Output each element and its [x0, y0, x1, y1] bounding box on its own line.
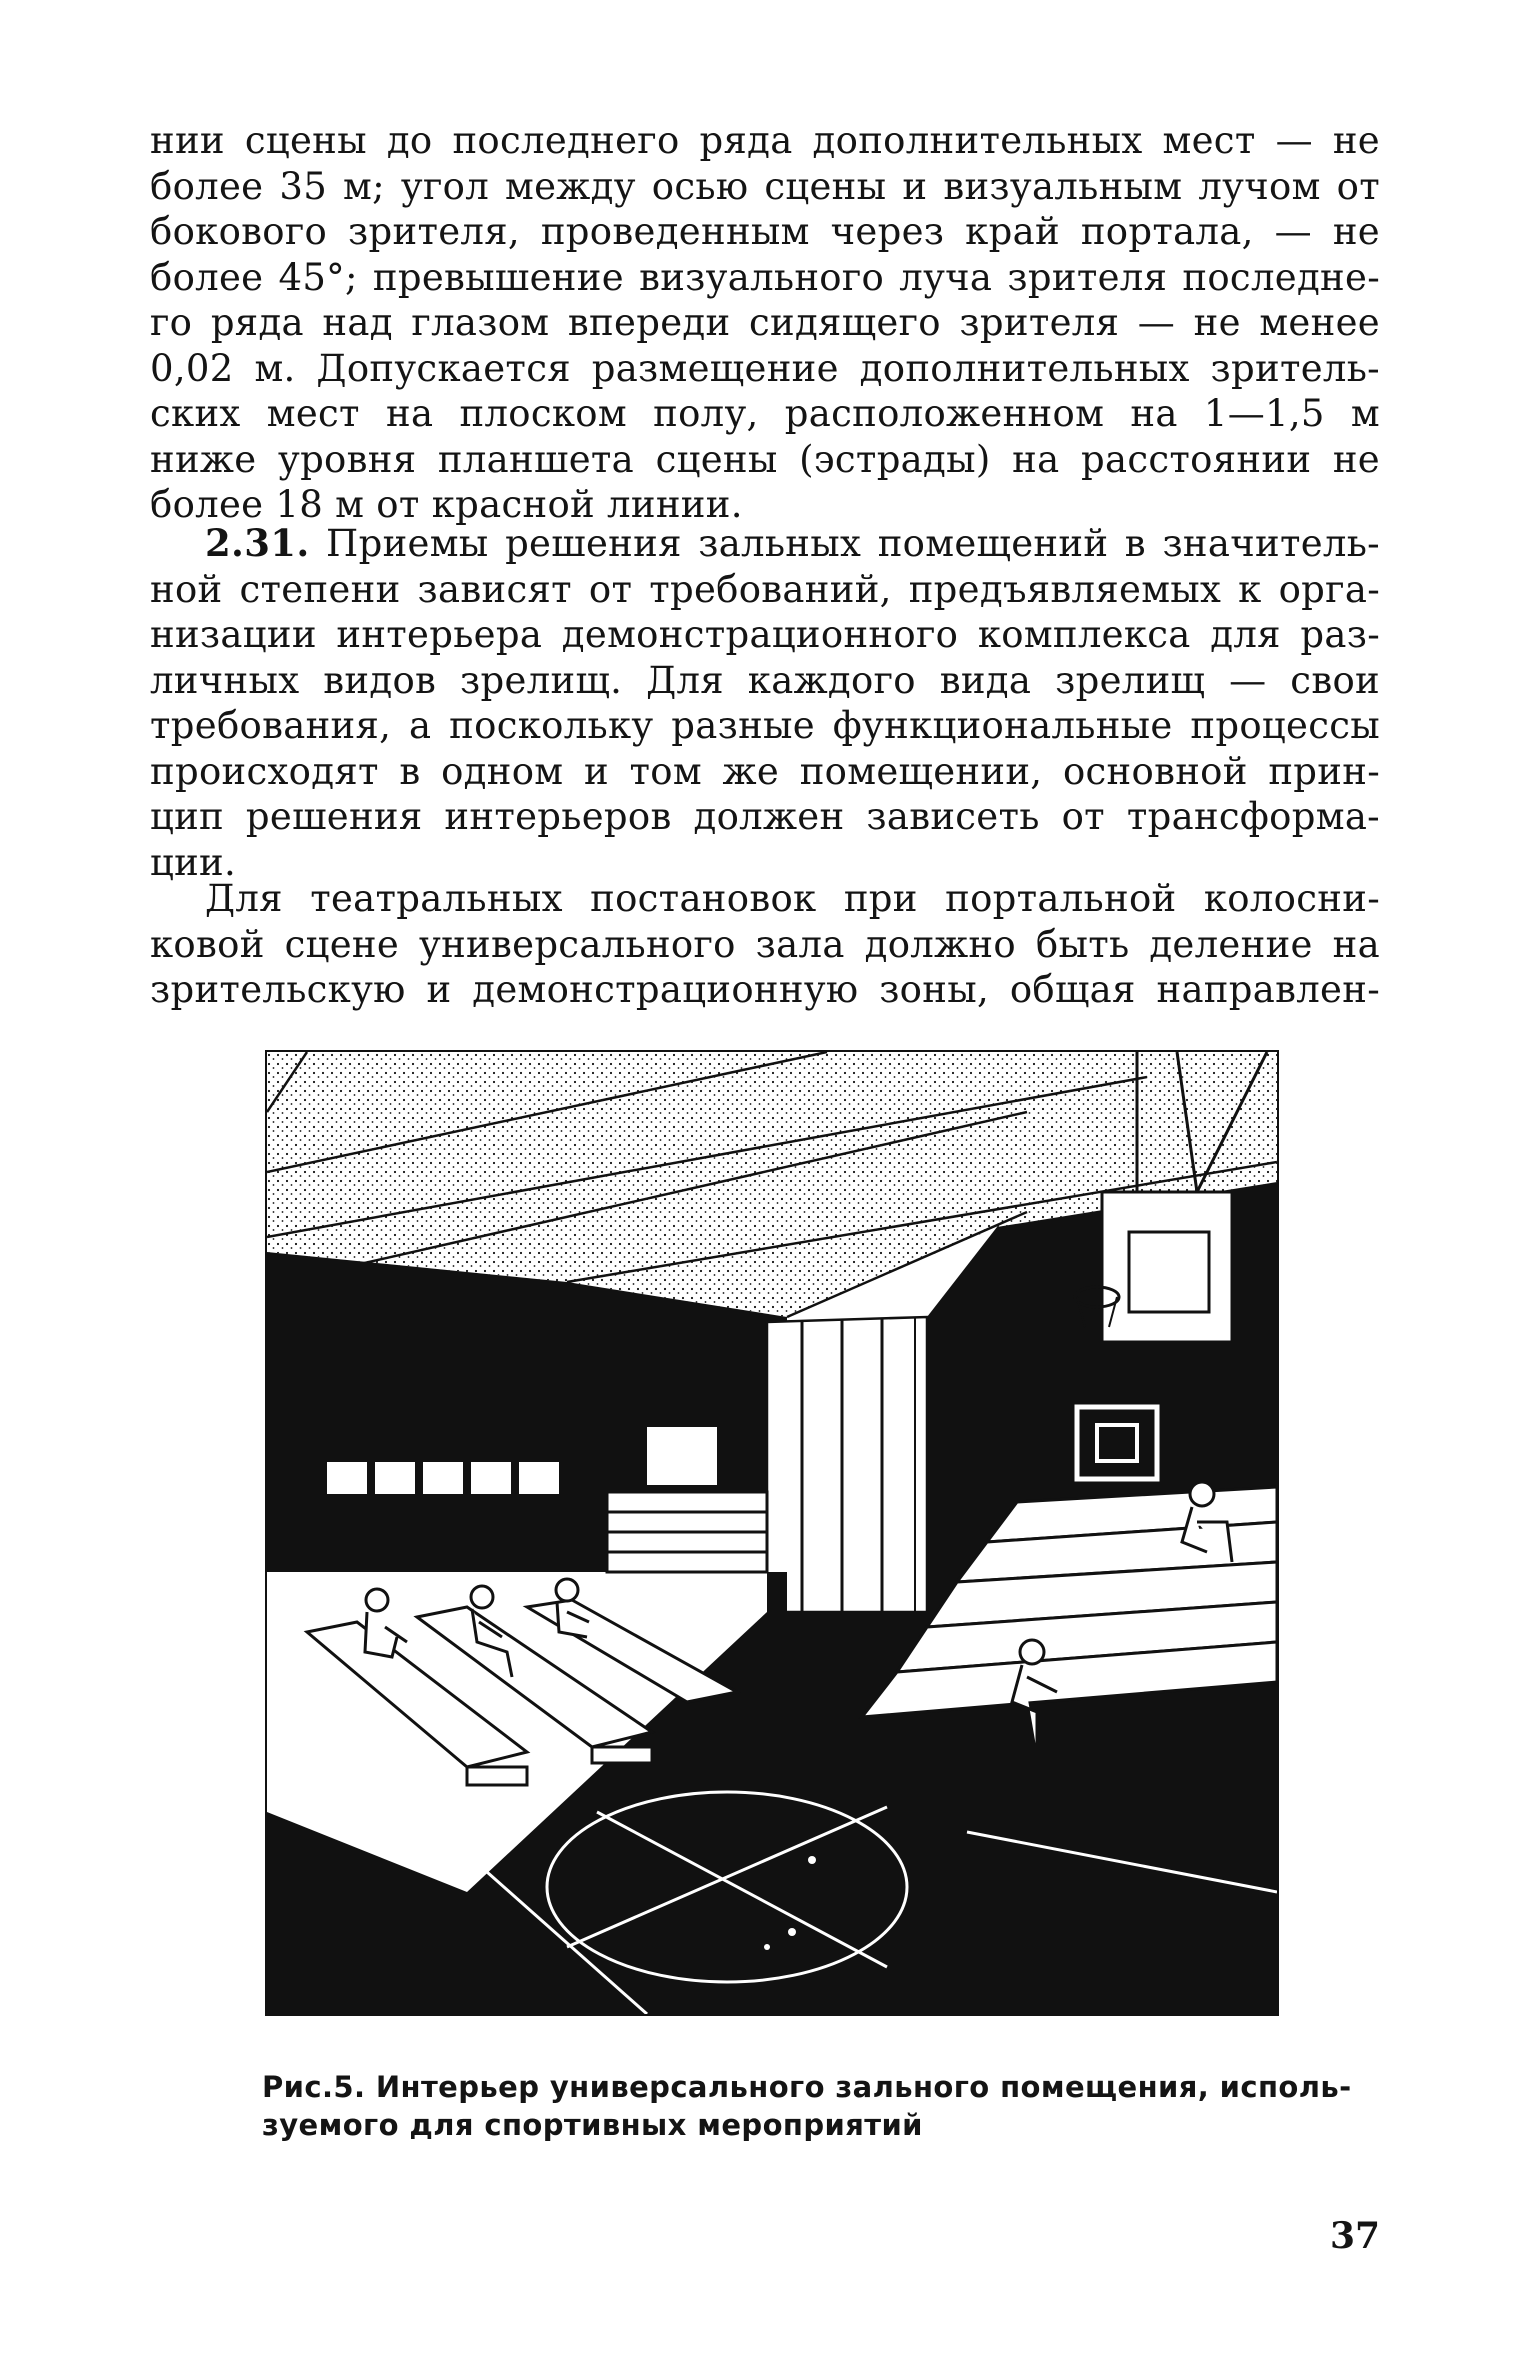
section-first-line: Приемы решения зальных помещений в значитель-: [326, 522, 1380, 565]
text-line: требования, а поскольку разные функциональные процессы: [150, 704, 1380, 747]
paragraph-theatre: [150, 876, 1380, 1013]
text-line: происходят в одном и том же помещении, основной прин-: [150, 749, 1380, 793]
text-line: ских мест на плоском полу, расположенном на 1—1,5 м: [150, 392, 1380, 435]
text-line: ной степени зависят от требований, предъявляемых к орга-: [150, 567, 1380, 611]
text-line: 0,02 м. Допускается размещение дополнительных зритель-: [150, 346, 1380, 390]
caption-line: Рис.5. Интерьер универсального зального помещения, исполь-: [262, 2070, 1352, 2104]
paragraph-2-31: [150, 521, 1380, 885]
section-number: 2.31.: [205, 521, 310, 565]
text-line: низации интерьера демонстрационного комплекса для раз-: [150, 613, 1380, 656]
text-line: ковой сцене универсального зала должно быть деление на: [150, 922, 1380, 966]
gym-illustration: [267, 1052, 1277, 2014]
text-line: Для театральных постановок при портальной колосни-: [205, 877, 1380, 920]
text-line: более 35 м; угол между осью сцены и визуальным лучом от: [150, 164, 1380, 208]
text-line: зрительскую и демонстрационную зоны, общая направлен-: [150, 968, 1380, 1011]
figure-caption: [262, 2068, 1352, 2144]
caption-line: зуемого для спортивных мероприятий: [262, 2108, 923, 2142]
text-line: ниже уровня планшета сцены (эстрады) на расстоянии не: [150, 437, 1380, 481]
folding-partition: [767, 1317, 927, 1612]
text-line: го ряда над глазом впереди сидящего зрителя — не менее: [150, 301, 1380, 344]
text-line: бокового зрителя, проведенным через край портала, — не: [150, 210, 1380, 253]
stepped-stand-left: [607, 1492, 767, 1572]
text-line: [150, 521, 1380, 567]
figure-gym-interior: [265, 1050, 1279, 2016]
page-number: 37: [1330, 2215, 1381, 2257]
text-line: более 45°; превышение визуального луча зрителя последне-: [150, 255, 1380, 299]
text-line: личных видов зрелищ. Для каждого вида зрелищ — свои: [150, 658, 1380, 702]
text-line: цип решения интерьеров должен зависеть от трансформа-: [150, 795, 1380, 838]
text-line: ции.: [150, 840, 237, 884]
text-line: нии сцены до последнего ряда дополнительных мест — не: [150, 119, 1380, 162]
paragraph-continued: [150, 118, 1380, 528]
text-line: более 18 м от красной линии.: [150, 483, 743, 526]
